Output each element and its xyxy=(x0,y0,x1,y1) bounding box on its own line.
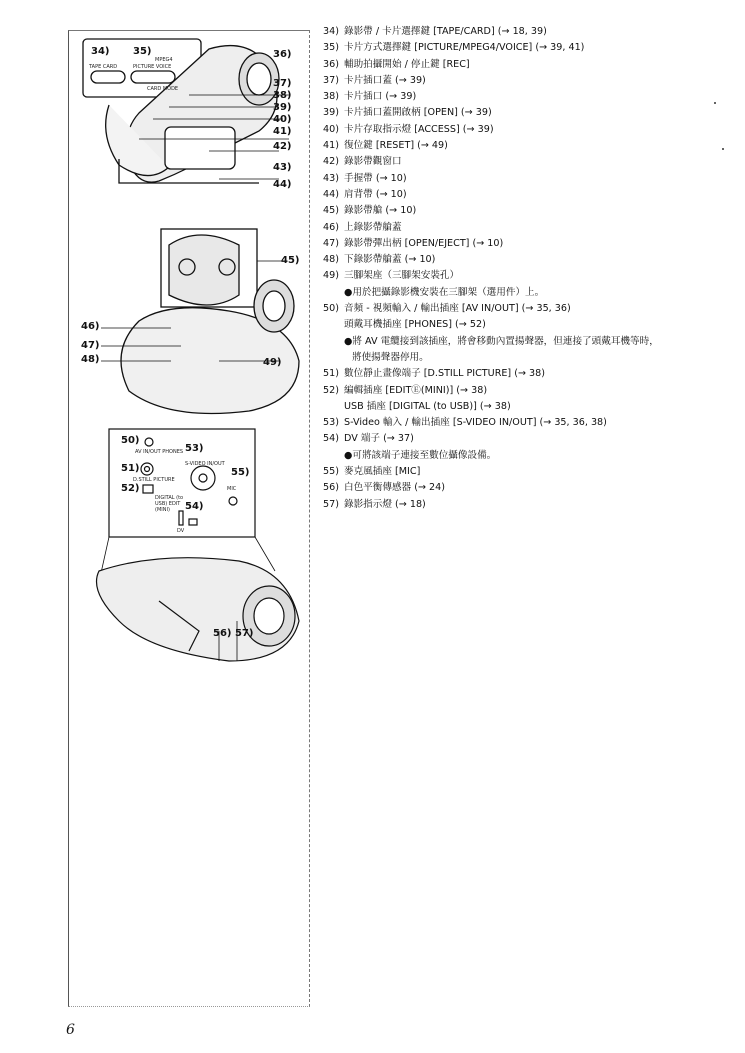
scan-speck xyxy=(714,102,716,104)
d-still-label: D.STILL PICTURE xyxy=(133,477,175,483)
fig2-label-47: 47) xyxy=(81,340,100,351)
figure-tape-compartment xyxy=(101,229,299,414)
list-item-44: 44) 肩背帶 (→ 10) xyxy=(323,188,407,200)
list-item-55: 55) 麥克風插座 [MIC] xyxy=(323,466,421,478)
s-video-label: S-VIDEO IN/OUT xyxy=(185,461,225,467)
list-item-41: 41) 復位鍵 [RESET] (→ 49) xyxy=(323,140,448,152)
list-item-52-usb: USB 插座 [DIGITAL (to USB)] (→ 38) xyxy=(344,400,511,412)
fig2-label-46: 46) xyxy=(81,321,100,332)
list-item-36: 36) 輔助拍攝開始 / 停止鍵 [REC] xyxy=(323,58,470,70)
fig2-label-49: 49) xyxy=(263,357,282,368)
figure-right-side xyxy=(83,39,289,183)
list-item-49: 49) 三腳架座（三腳架安裝孔） xyxy=(323,270,460,282)
list-item-37: 37) 卡片插口蓋 (→ 39) xyxy=(323,74,426,86)
list-item-38: 38) 卡片插口 (→ 39) xyxy=(323,91,417,103)
list-item-39: 39) 卡片插口蓋開啟柄 [OPEN] (→ 39) xyxy=(323,107,492,119)
list-item-40: 40) 卡片存取指示燈 [ACCESS] (→ 39) xyxy=(323,123,494,135)
list-item-49-note: ●用於把攝錄影機安裝在三腳架（選用件）上。 xyxy=(344,286,545,298)
switch-picture-voice-label: PICTURE VOICE xyxy=(133,64,172,70)
fig2-label-45: 45) xyxy=(281,255,300,266)
av-in-out-label: AV IN/OUT PHONES xyxy=(135,449,184,455)
list-item-53: 53) S-Video 輸入 / 輸出插座 [S-VIDEO IN/OUT] (→ 35, 36, 38) xyxy=(323,417,607,429)
switch-tape-card-label: TAPE CARD xyxy=(89,64,118,70)
list-item-45: 45) 錄影帶艙 (→ 10) xyxy=(323,205,417,217)
scan-speck xyxy=(722,148,724,150)
list-item-34: 34) 錄影帶 / 卡片選擇鍵 [TAPE/CARD] (→ 18, 39) xyxy=(323,26,547,37)
fig1-label-37: 37) xyxy=(273,78,292,89)
list-item-56: 56) 白色平衡傳感器 (→ 24) xyxy=(323,482,445,494)
list-item-50: 50) 音頻 - 視頻輸入 / 輸出插座 [AV IN/OUT] (→ 35, 36) xyxy=(323,303,571,315)
list-item-42: 42) 錄影帶觀窗口 xyxy=(323,156,402,168)
list-item-43: 43) 手握帶 (→ 10) xyxy=(323,172,407,184)
digital-edit-label: DIGITAL (to USB) EDIT (MINI) xyxy=(155,495,184,513)
fig1-label-39: 39) xyxy=(273,102,292,113)
fig1-label-43: 43) xyxy=(273,162,292,173)
fig1-label-44: 44) xyxy=(273,179,292,190)
list-item-46: 46) 上錄影帶艙蓋 xyxy=(323,221,402,233)
list-item-48: 48) 下錄影帶艙蓋 (→ 10) xyxy=(323,254,436,266)
fig3-label-54: 54) xyxy=(185,501,204,512)
fig2-label-48: 48) xyxy=(81,354,100,365)
list-item-50-note-cont: 將使揚聲器停用。 xyxy=(352,351,429,363)
page-number: 6 xyxy=(66,1022,75,1038)
parts-list xyxy=(323,24,733,513)
list-item-35: 35) 卡片方式選擇鍵 [PICTURE/MPEG4/VOICE] (→ 39, 41) xyxy=(323,42,585,54)
list-item-52: 52) 編輯插座 [EDITⒺ(MINI)] (→ 38) xyxy=(323,384,488,396)
fig3-label-52: 52) xyxy=(121,483,140,494)
fig1-label-40: 40) xyxy=(273,114,292,125)
list-item-51: 51) 數位靜止畫像端子 [D.STILL PICTURE] (→ 38) xyxy=(323,368,545,380)
list-item-50-note: ●將 AV 電纜接到該插座，將會移動內置揚聲器，但連接了頭戴耳機等時， xyxy=(344,335,659,347)
list-item-50-phones: 頭戴耳機插座 [PHONES] (→ 52) xyxy=(344,319,486,331)
mic-label: MIC xyxy=(227,486,237,492)
fig1-label-38: 38) xyxy=(273,90,292,101)
fig3-label-51: 51) xyxy=(121,463,140,474)
fig1-label-41: 41) xyxy=(273,126,292,137)
list-item-47: 47) 錄影帶彈出柄 [OPEN/EJECT] (→ 10) xyxy=(323,237,504,249)
list-item-57: 57) 錄影指示燈 (→ 18) xyxy=(323,498,426,510)
illustration-panel xyxy=(68,30,310,1007)
fig3-label-50: 50) xyxy=(121,435,140,446)
dv-label: DV xyxy=(177,528,185,534)
fig3-label-53: 53) xyxy=(185,443,204,454)
fig1-label-42: 42) xyxy=(273,141,292,152)
fig3-label-56-57: 56) 57) xyxy=(213,628,254,639)
switch-mpeg4-label: MPEG4 xyxy=(155,57,173,63)
list-item-54: 54) DV 端子 (→ 37) xyxy=(323,433,414,445)
fig1-label-34: 34) xyxy=(91,46,110,57)
fig3-label-55: 55) xyxy=(231,467,250,478)
fig1-label-36: 36) xyxy=(273,49,292,60)
fig1-label-35: 35) xyxy=(133,46,152,57)
camcorder-diagrams xyxy=(69,31,309,1006)
switch-card-mode-label: CARD MODE xyxy=(147,86,179,92)
list-item-54-note: ●可將該端子連接至數位攝像設備。 xyxy=(344,449,497,461)
